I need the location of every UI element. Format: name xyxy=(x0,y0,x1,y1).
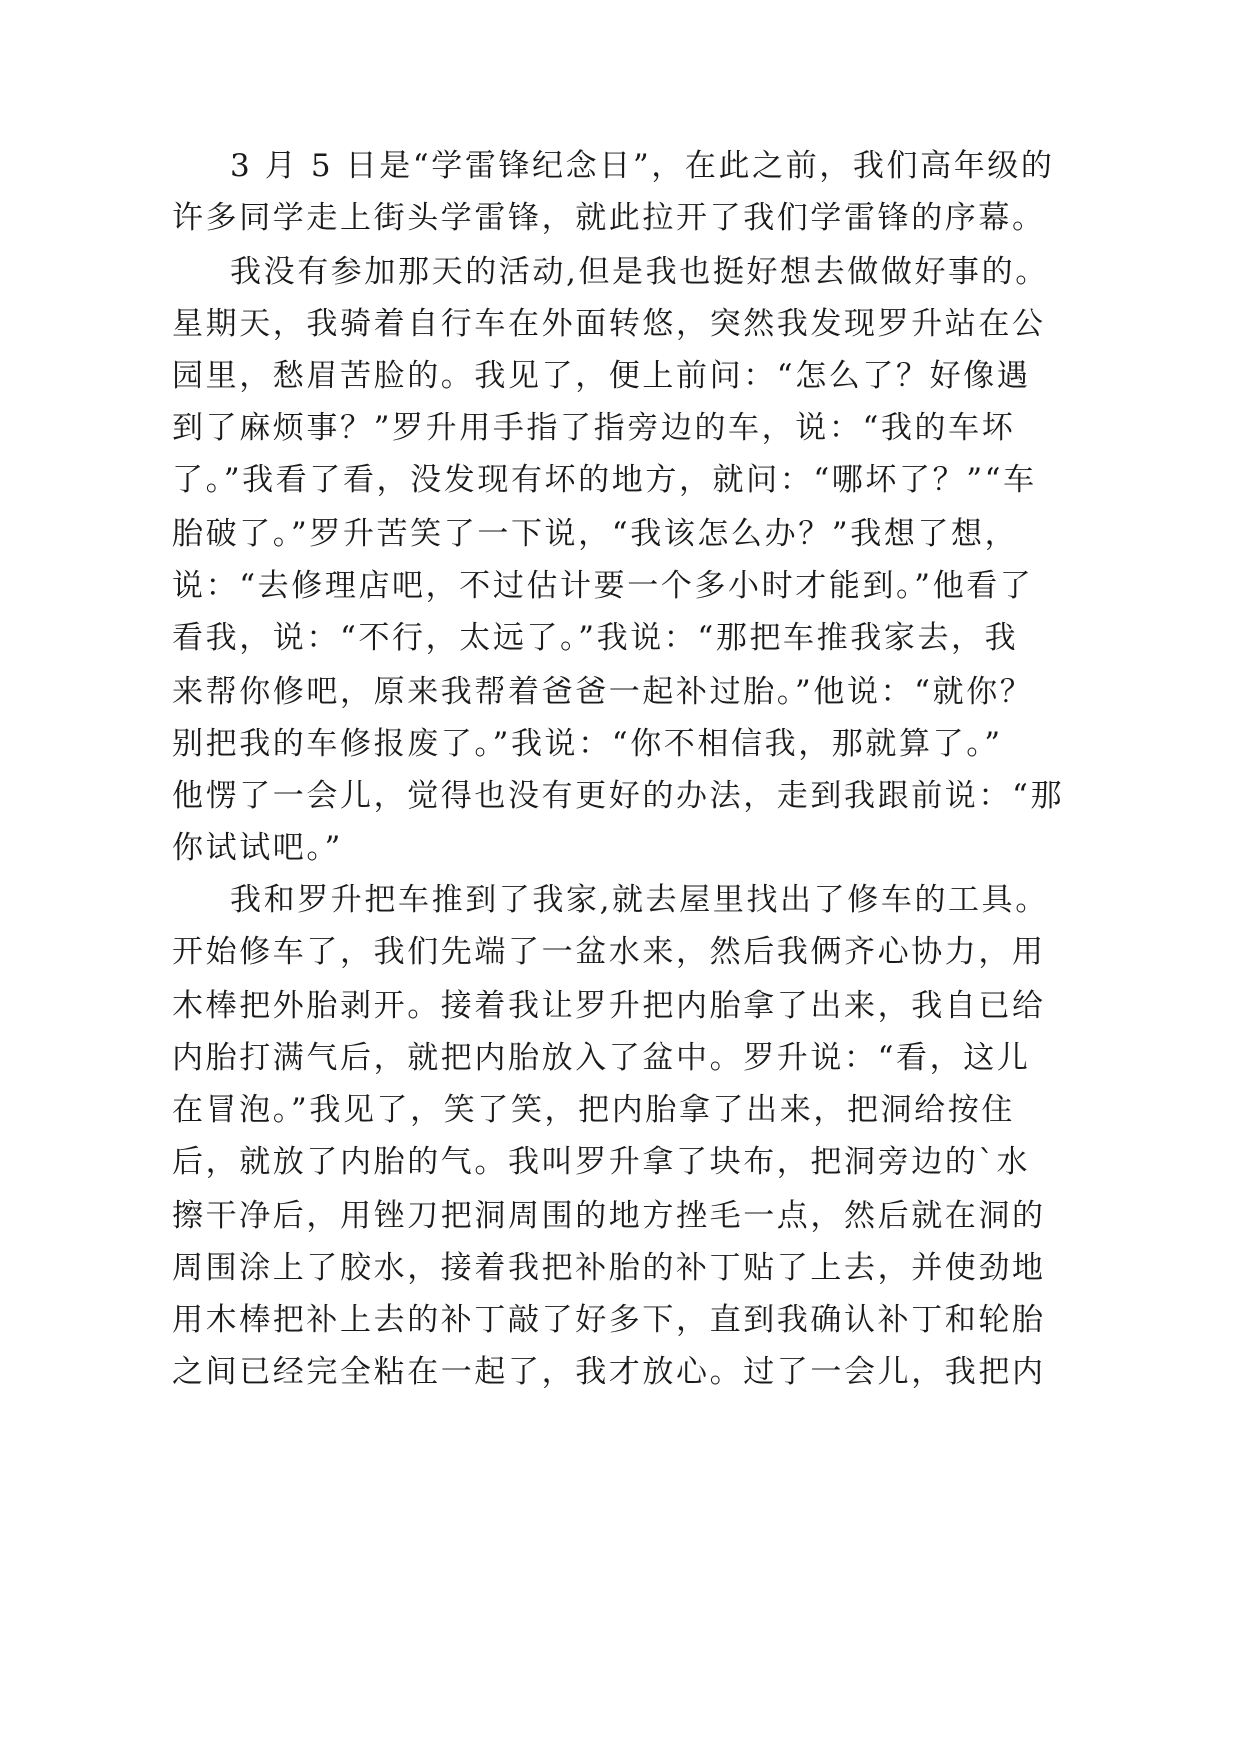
text-line-5: 园里，愁眉苦脸的。我见了，便上前问：“怎么了？好像遇 xyxy=(172,358,1031,394)
text-line-1: 3 月 5 日是“学雷锋纪念日”，在此之前，我们高年级的 xyxy=(230,148,1055,184)
text-line-14: 你试试吧。” xyxy=(172,830,343,866)
text-line-9: 说：“去修理店吧，不过估计要一个多小时才能到。”他看了 xyxy=(172,568,1034,604)
text-line-23: 用木棒把补上去的补丁敲了好多下，直到我确认补丁和轮胎 xyxy=(172,1302,1046,1338)
text-line-8: 胎破了。”罗升苦笑了一下说，“我该怎么办？”我想了想， xyxy=(172,516,1019,552)
text-line-10: 看我，说：“不行，太远了。”我说：“那把车推我家去，我 xyxy=(172,620,1019,656)
text-line-15: 我和罗升把车推到了我家,就去屋里找出了修车的工具。 xyxy=(230,882,1049,918)
text-line-24: 之间已经完全粘在一起了，我才放心。过了一会儿，我把内 xyxy=(172,1354,1046,1390)
text-line-7: 了。”我看了看，没发现有坏的地方，就问：“哪坏了？”“车 xyxy=(172,462,1037,498)
text-line-22: 周围涂上了胶水，接着我把补胎的补丁贴了上去，并使劲地 xyxy=(172,1250,1046,1286)
text-line-12: 别把我的车修报废了。”我说：“你不相信我，那就算了。” xyxy=(172,726,1003,762)
text-line-18: 内胎打满气后，就把内胎放入了盆中。罗升说：“看，这儿 xyxy=(172,1040,1031,1076)
text-line-20: 后，就放了内胎的气。我叫罗升拿了块布，把洞旁边的`水 xyxy=(172,1144,1031,1180)
text-line-11: 来帮你修吧，原来我帮着爸爸一起补过胎。”他说：“就你？ xyxy=(172,674,1034,710)
text-line-19: 在冒泡。”我见了，笑了笑，把内胎拿了出来，把洞给按住 xyxy=(172,1092,1015,1128)
text-line-16: 开始修车了，我们先端了一盆水来，然后我俩齐心协力，用 xyxy=(172,934,1046,970)
text-line-3: 我没有参加那天的活动,但是我也挺好想去做做好事的。 xyxy=(230,254,1049,290)
text-line-17: 木棒把外胎剥开。接着我让罗升把内胎拿了出来，我自已给 xyxy=(172,988,1046,1024)
text-line-21: 擦干净后，用锉刀把洞周围的地方挫毛一点，然后就在洞的 xyxy=(172,1198,1046,1234)
text-line-13: 他愣了一会儿，觉得也没有更好的办法，走到我跟前说：“那 xyxy=(172,778,1065,814)
text-line-6: 到了麻烦事？”罗升用手指了指旁边的车，说：“我的车坏 xyxy=(172,410,1016,446)
text-line-2: 许多同学走上街头学雷锋，就此拉开了我们学雷锋的序幕。 xyxy=(172,200,1046,236)
text-line-4: 星期天，我骑着自行车在外面转悠，突然我发现罗升站在公 xyxy=(172,306,1046,342)
